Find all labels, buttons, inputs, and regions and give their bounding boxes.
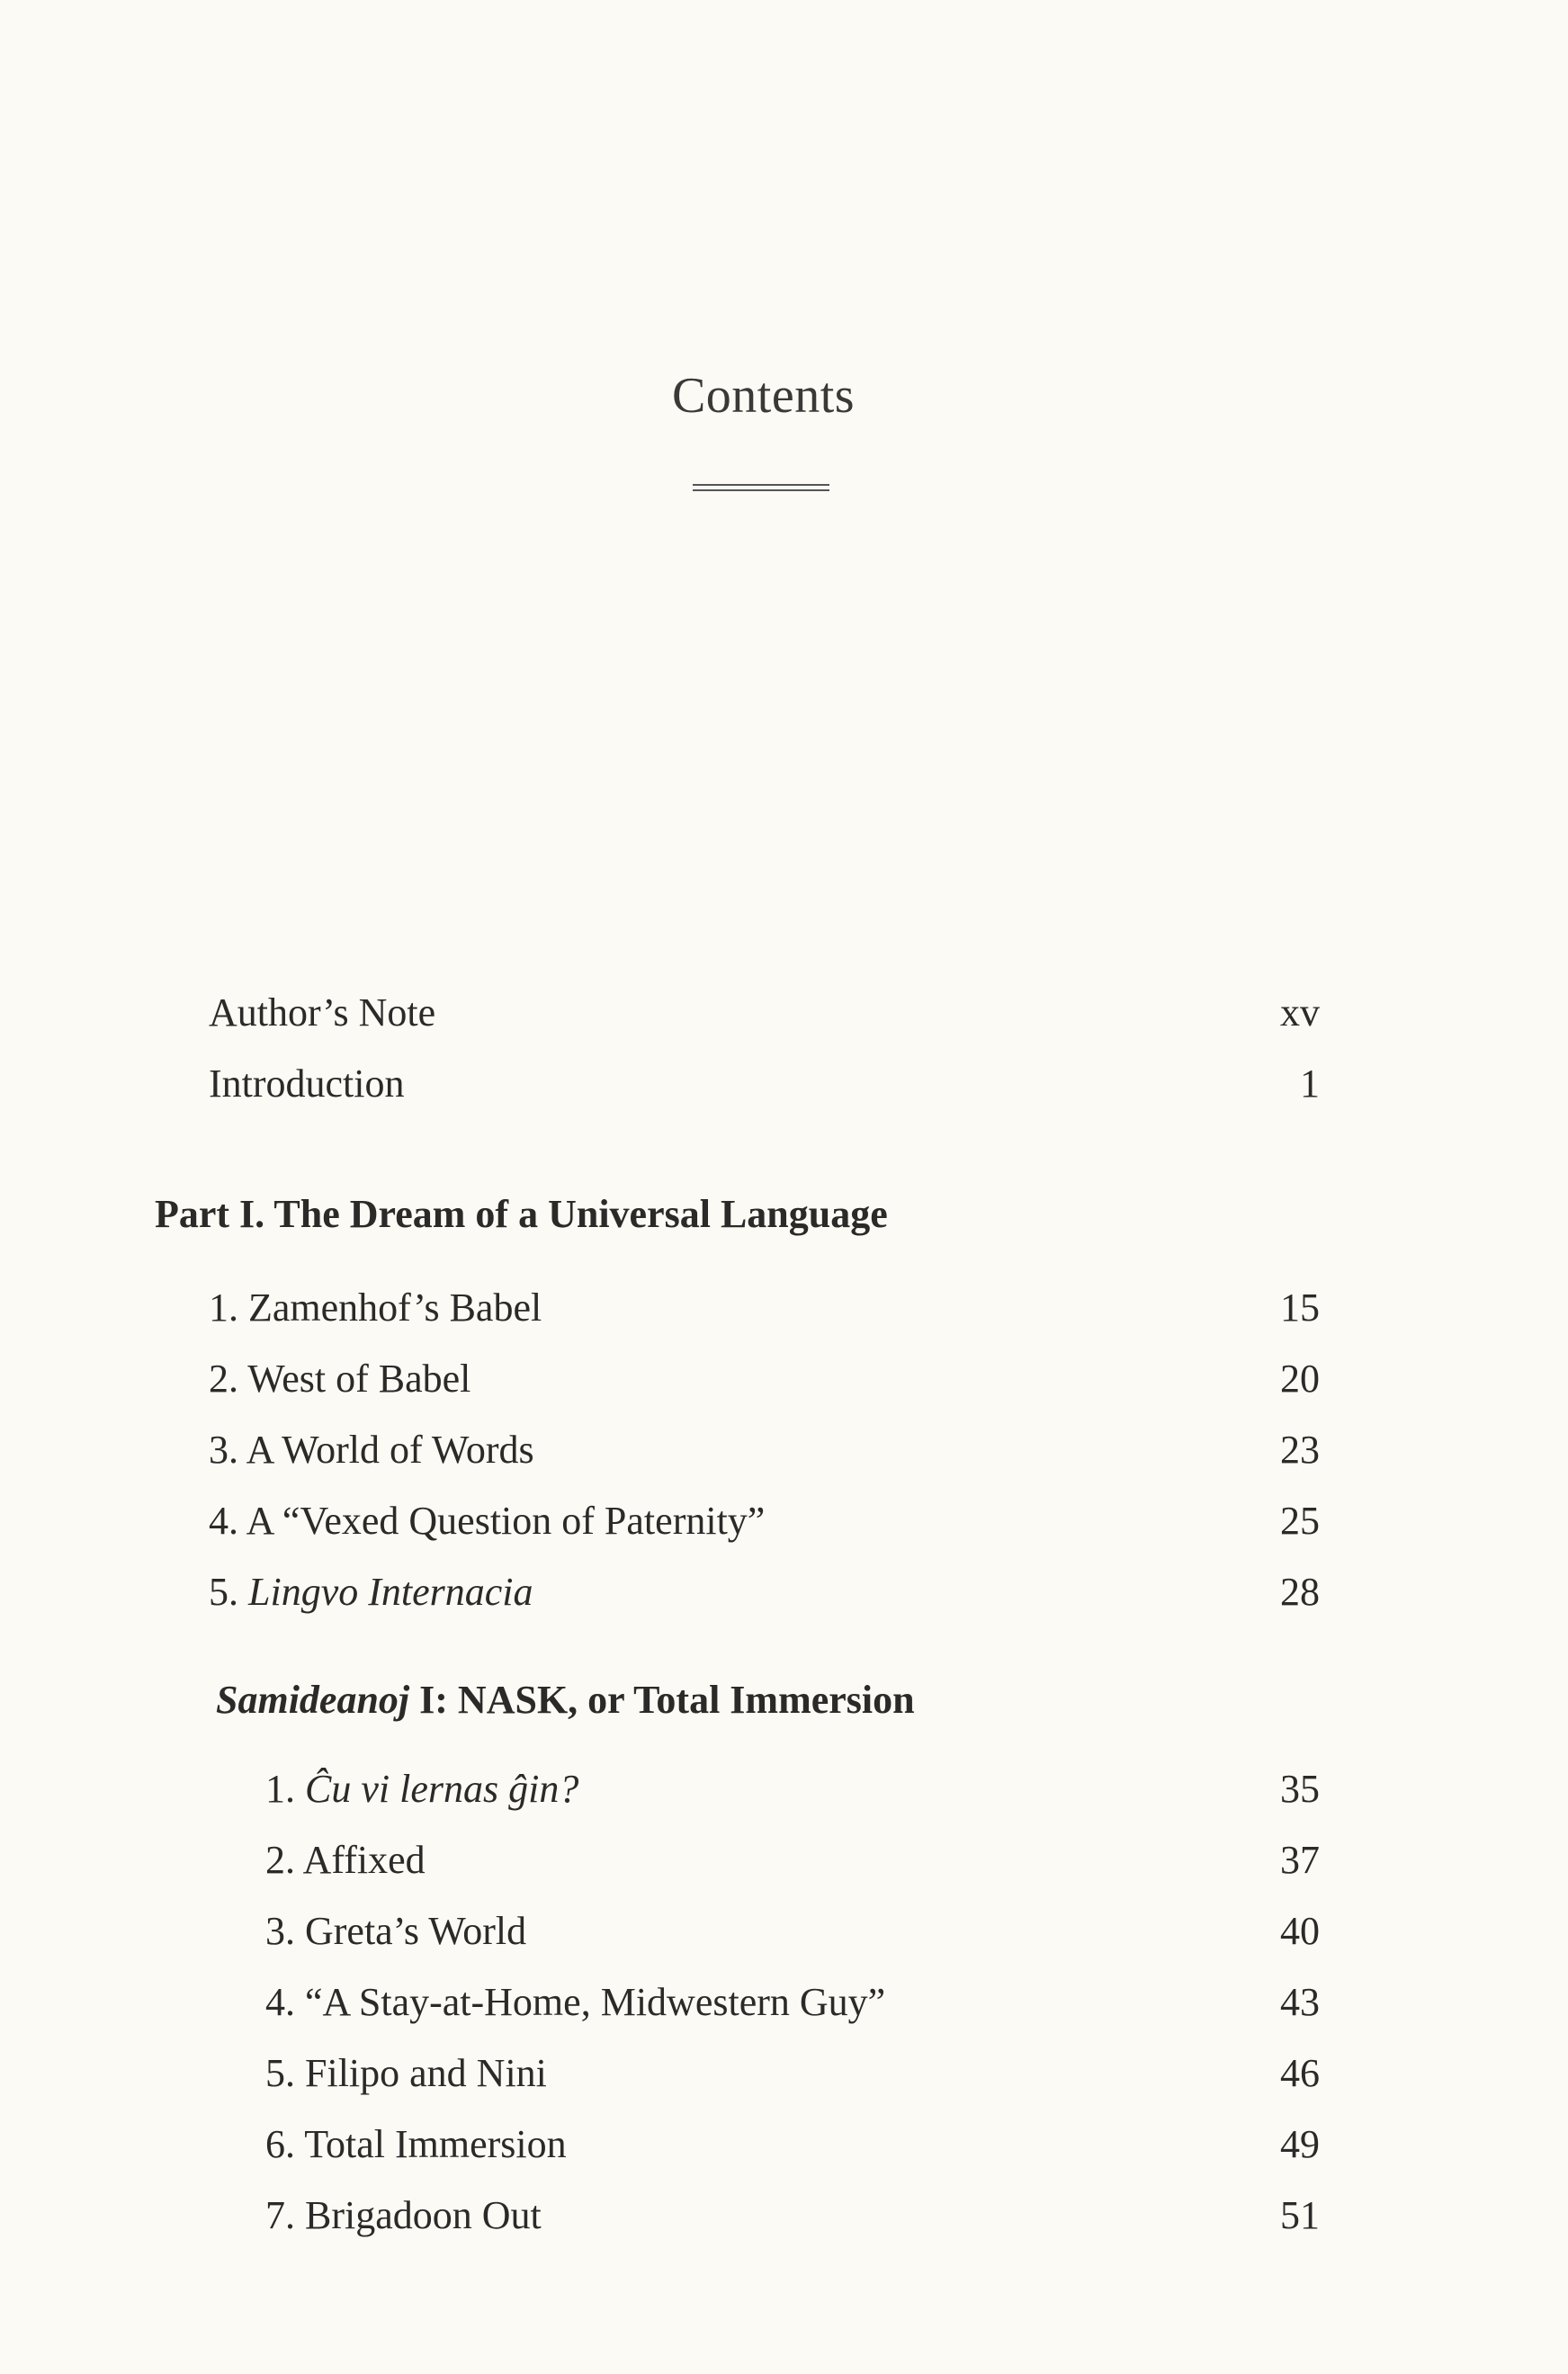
toc-entry[interactable] bbox=[0, 1975, 1568, 2029]
toc-entry-label: 4. A “Vexed Question of Paternity” bbox=[209, 1499, 766, 1543]
toc-entry[interactable] bbox=[0, 1904, 1568, 1958]
section-heading-italic: Samideanoj bbox=[216, 1678, 410, 1722]
toc-entry-page: 15 bbox=[1280, 1286, 1320, 1330]
toc-entry-label: 3. A World of Words bbox=[209, 1428, 534, 1472]
toc-entry-page: 40 bbox=[1280, 1909, 1320, 1953]
toc-entry-italic-title: Lingvo Internacia bbox=[248, 1570, 533, 1614]
toc-entry-label: Author’s Note bbox=[209, 990, 436, 1035]
toc-entry-page: 28 bbox=[1280, 1570, 1320, 1614]
toc-entry-label bbox=[265, 1762, 578, 1816]
toc-entry[interactable] bbox=[0, 1833, 1568, 1887]
toc-entry-page: xv bbox=[1280, 990, 1320, 1035]
toc-entry-page: 51 bbox=[1280, 2193, 1320, 2237]
toc-entry-label: 1. Zamenhof’s Babel bbox=[209, 1286, 542, 1330]
toc-entry-page: 46 bbox=[1280, 2051, 1320, 2095]
toc-entry[interactable] bbox=[0, 2047, 1568, 2101]
toc-entry[interactable] bbox=[0, 2189, 1568, 2243]
toc-entry-page: 25 bbox=[1280, 1499, 1320, 1543]
toc-entry-page: 37 bbox=[1280, 1838, 1320, 1882]
toc-entry-page: 49 bbox=[1280, 2122, 1320, 2166]
toc-entry-label: 7. Brigadoon Out bbox=[265, 2193, 542, 2237]
toc-entry-label: 3. Greta’s World bbox=[265, 1909, 527, 1953]
toc-entry-page: 43 bbox=[1280, 1980, 1320, 2024]
toc-entry-italic-title: Ĉu vi lernas ĝin? bbox=[305, 1767, 579, 1811]
toc-entry-authors-note[interactable] bbox=[0, 986, 1568, 1040]
part-heading: Part I. The Dream of a Universal Language bbox=[155, 1192, 888, 1236]
toc-entry-number: 1. bbox=[265, 1767, 305, 1811]
toc-entry-label: 2. West of Babel bbox=[209, 1357, 471, 1401]
toc-entry-label: 6. Total Immersion bbox=[265, 2122, 567, 2166]
section-heading-rest: I: NASK, or Total Immersion bbox=[409, 1678, 915, 1722]
toc-entry-page: 1 bbox=[1300, 1062, 1320, 1106]
toc-entry-page: 35 bbox=[1280, 1767, 1320, 1811]
toc-entry-label: 5. Filipo and Nini bbox=[265, 2051, 547, 2095]
toc-entry-label: 2. Affixed bbox=[265, 1838, 426, 1882]
toc-entry[interactable] bbox=[0, 2118, 1568, 2172]
toc-entry-label: 4. “A Stay-at-Home, Midwestern Guy” bbox=[265, 1980, 886, 2024]
toc-entry[interactable] bbox=[0, 1281, 1568, 1335]
page-title: Contents bbox=[671, 368, 856, 424]
toc-entry-label bbox=[209, 1565, 533, 1619]
toc-entry[interactable] bbox=[0, 1423, 1568, 1477]
section-heading bbox=[216, 1673, 915, 1727]
toc-entry-introduction[interactable] bbox=[0, 1057, 1568, 1111]
toc-entry[interactable] bbox=[0, 1494, 1568, 1548]
toc-entry-page: 20 bbox=[1280, 1357, 1320, 1401]
toc-entry-number: 5. bbox=[209, 1570, 248, 1614]
title-ornament-rule bbox=[693, 484, 829, 492]
toc-entry[interactable] bbox=[0, 1762, 1568, 1816]
toc-entry[interactable] bbox=[0, 1352, 1568, 1406]
toc-entry-label: Introduction bbox=[209, 1062, 405, 1106]
toc-entry-page: 23 bbox=[1280, 1428, 1320, 1472]
toc-entry[interactable] bbox=[0, 1565, 1568, 1619]
